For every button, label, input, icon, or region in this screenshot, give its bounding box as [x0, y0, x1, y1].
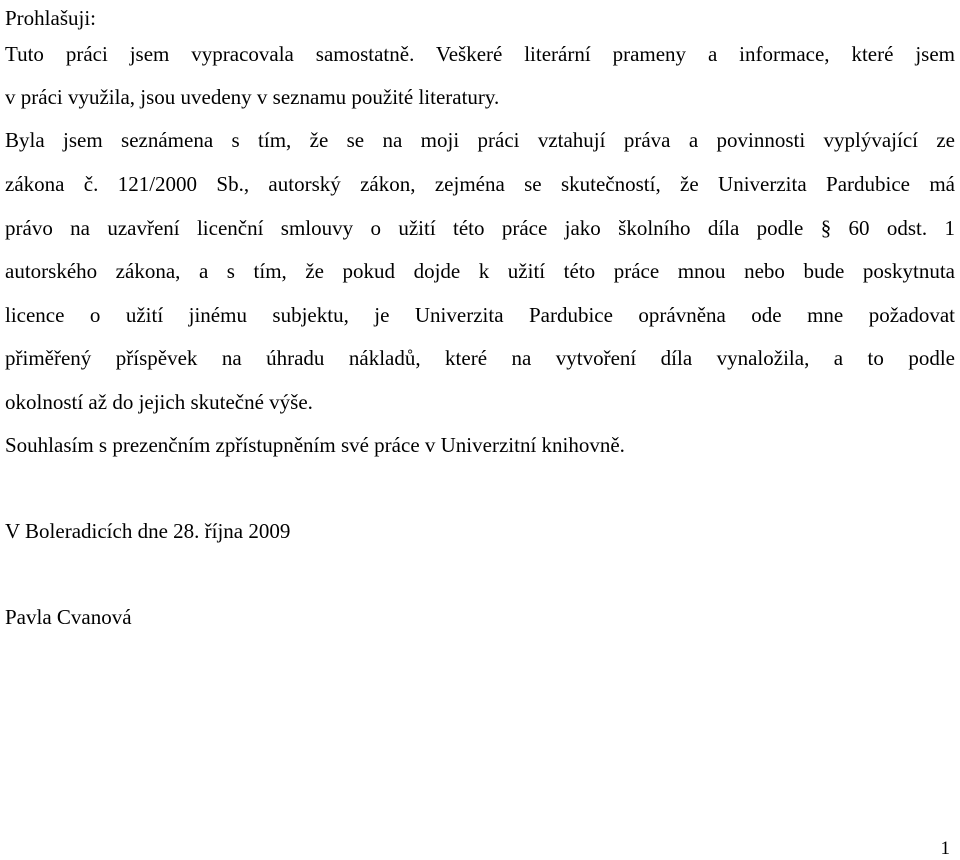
paragraph-1-line-2: v práci využila, jsou uvedeny v seznamu použité literatury. — [5, 85, 500, 109]
signature-name: Pavla Cvanová — [5, 605, 132, 629]
paragraph-2-line-6: přiměřený příspěvek na úhradu nákladů, které na vytvoření díla vynaložila, a to podle — [5, 346, 955, 370]
place-and-date: V Boleradicích dne 28. října 2009 — [5, 519, 291, 543]
document-page — [5, 0, 955, 859]
declaration-heading: Prohlašuji: — [5, 6, 97, 30]
paragraph-2-line-4: autorského zákona, a s tím, že pokud dojde k užití této práce mnou nebo bude poskytnuta — [5, 259, 955, 283]
paragraph-1-line-1: Tuto práci jsem vypracovala samostatně. Veškeré literární prameny a informace, které jsem — [5, 42, 955, 66]
paragraph-2-line-2: zákona č. 121/2000 Sb., autorský zákon, zejména se skutečností, že Univerzita Pardubice má — [5, 172, 955, 196]
paragraph-2-line-5: licence o užití jinému subjektu, je Univerzita Pardubice oprávněna ode mne požadovat — [5, 303, 955, 327]
page-number: 1 — [940, 838, 950, 859]
paragraph-2-line-1: Byla jsem seznámena s tím, že se na moji práci vztahují práva a povinnosti vyplývající ze — [5, 128, 955, 152]
paragraph-2-line-7: okolností až do jejich skutečné výše. — [5, 390, 313, 414]
paragraph-2-line-3: právo na uzavření licenční smlouvy o užití této práce jako školního díla podle § 60 odst. 1 — [5, 216, 955, 240]
paragraph-3-line-1: Souhlasím s prezenčním zpřístupněním své práce v Univerzitní knihovně. — [5, 433, 625, 457]
